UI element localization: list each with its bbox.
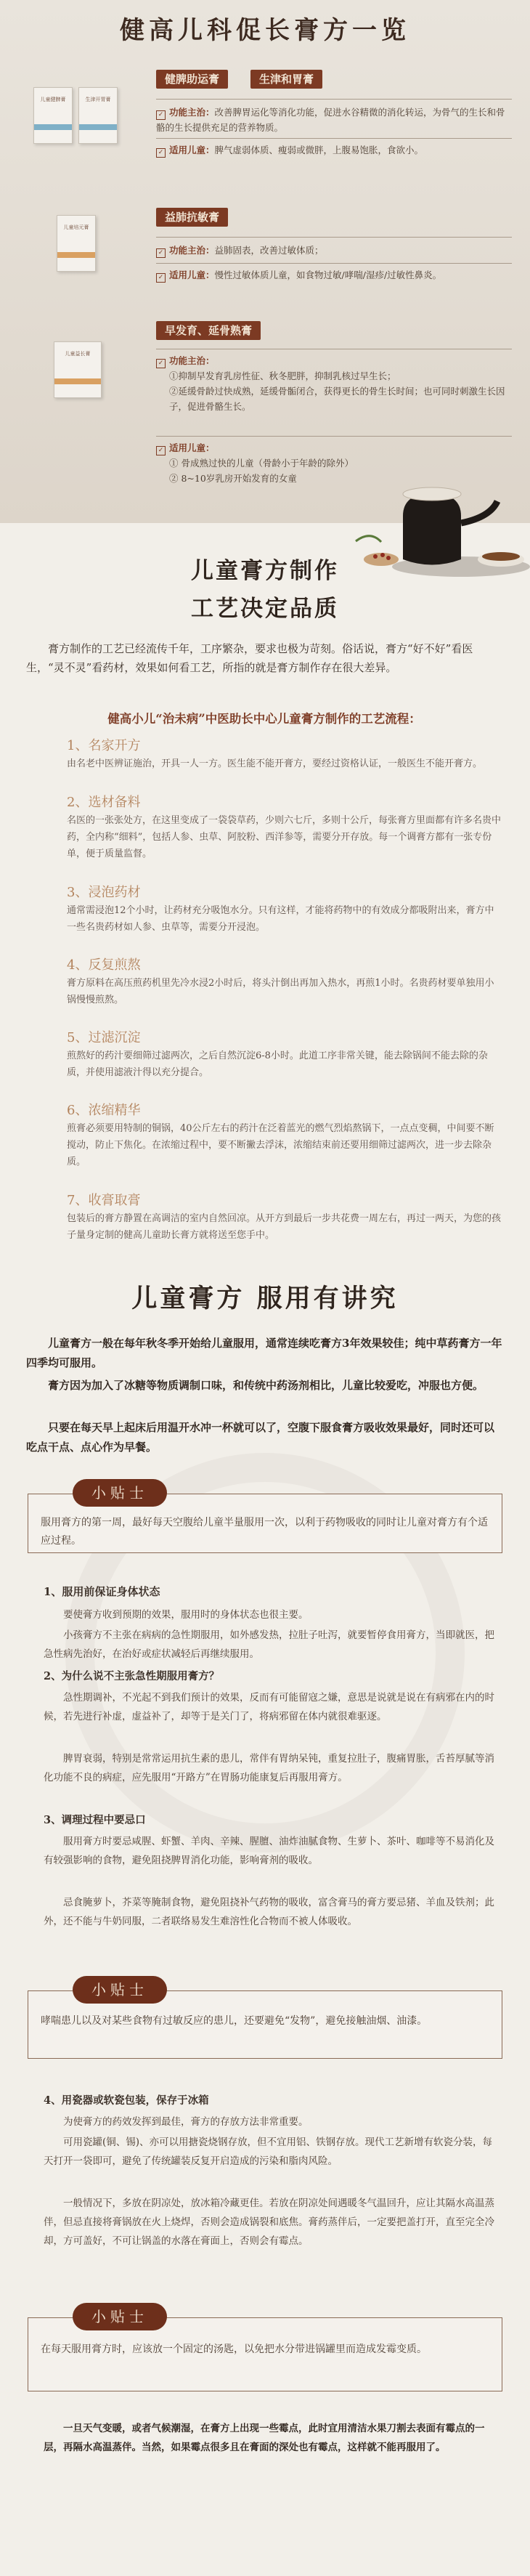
suit-text: ✓ 适用儿童：脾气虚弱体质、瘦弱或微胖，上腹易饱胀，食欲小。 [156,142,512,158]
step-title: 5、过滤沉淀 [67,1030,141,1045]
product-image-1 [26,80,135,189]
step-title: 2、选材备料 [67,795,141,810]
product-tag: 早发育、延骨熟膏 [156,321,261,340]
usage-para: 只要在每天早上起床后用温开水冲一杯就可以了，空腹下服食膏方吸收效果最好，同时还可以吃点干点、点心作为早餐。 [26,1421,495,1454]
product-box [78,87,118,144]
overview-section [0,0,530,523]
effect-text: ✓ 功能主治： ①抑制早发育乳房性征、秋冬肥胖，抑制乳核过早生长； ②延缓骨龄过快成熟，延缓骨骺闭合，获得更长的骨生长时间；也可同时刺激生长因子，促进骨骼生长。 [156,353,512,414]
divider [156,263,512,264]
step-desc: 膏方原料在高压煎药机里先冷水浸2小时后，将头汁倒出再加入热水，再煎1小时。名贵药材要单独用小锅慢慢煎熬。 [67,978,494,1005]
check-icon: ✓ [156,148,166,158]
tip-label-3: 小贴士 [73,2303,167,2330]
check-icon: ✓ [156,273,166,283]
step-desc: 名医的一张张处方，在这里变成了一袋袋草药，少则六七斤，多则十公斤，每张膏方里面都有许多名贵中药，全内称“细料”，包括人参、虫草、阿胶粉、西洋参等，需要分开存放。每一个调膏方都有一张专份单，便于质量监督。 [67,815,502,859]
steps-heading: 健高小儿“治未病”中医助长中心儿童膏方制作的工艺流程： [107,712,421,726]
product-image-3 [26,334,135,443]
box-label: 儿童培元膏 [63,224,89,230]
section-text: 要使膏方收到预期的效果，服用时的身体状态也很主要。 [63,1609,309,1621]
page-title: 健高儿科促长膏方一览 [120,16,410,45]
section-text: 可用瓷罐(铜、锡)、亦可以用搪瓷烧钢存放，但不宜用铝、铁钢存放。现代工艺新增有软瓷分装，每天打开一袋即可，避免了传统罐装反复开启造成的污染和脂肉风险。 [44,2136,493,2167]
step-title: 7、收膏取膏 [67,1193,141,1208]
step-desc: 由名老中医辨证施治，开具一人一方。医生能不能开膏方，要经过资格认证，一般医生不能开膏方。 [67,758,483,769]
step-desc: 包装后的膏方静置在高调洁的室内自然回凉。从开方到最后一步共花费一周左右，再过一两天，为您的孩子量身定制的健高儿童助长膏方就将送至您手中。 [67,1213,502,1241]
box-label: 儿童益长膏 [65,351,91,357]
divider [156,237,512,238]
process-title-1: 儿童膏方制作 [191,558,339,584]
product-row-1 [0,62,530,171]
tip-label-1: 小贴士 [73,1479,167,1507]
effect-text: ✓ 功能主治：益肺固表，改善过敏体质； [156,243,512,258]
section-title-4: 4、用瓷器或软瓷包装，保存于冰箱 [44,2094,209,2107]
product-row-3 [0,312,530,484]
suit-text: ✓ 适用儿童： ① 骨成熟过快的儿童（骨龄小于年龄的除外） ② 8~10岁乳房开始发育的女童 [156,440,512,486]
section-title-1: 1、服用前保证身体状态 [44,1585,160,1598]
process-intro: 膏方制作的工艺已经流传千年，工序繁杂，要求也极为苛刻。俗话说，膏方“好不好”看医生，“灵不灵”看药材，效果如何看工艺，所指的就是膏方制作存在很大差异。 [26,642,473,674]
step-title: 6、浓缩精华 [67,1103,141,1118]
step-title: 3、浸泡药材 [67,885,141,900]
tip-text-3: 在每天服用膏方时，应该放一个固定的汤匙，以免把水分带进锅罐里而造成发霉变质。 [41,2344,427,2355]
step-desc: 煎膏必须要用特制的铜锅，40公斤左右的药汁在泛着蓝光的燃气烈焰熬锅下，一点点变稠，中间要不断搅动，防止下焦化。在浓缩过程中，要不断撇去浮沫，浓缩结束前还要用细筛过滤两次，进一步去除杂质。 [67,1123,494,1167]
process-title-2: 工艺决定品质 [191,596,339,622]
final-note: 一旦天气变暖，或者气候潮湿，在膏方上出现一些霉点，此时宜用清洁水果刀割去表面有霉点的一层，再隔水高温蒸伴。当然，如果霉点很多且在膏面的深处也有霉点，这样就不能再服用了。 [44,2423,485,2453]
divider [156,99,512,100]
section-text: 服用膏方时要忌咸腥、虾蟹、羊肉、辛辣、腥膻、油炸油腻食物、生萝卜、茶叶、咖啡等不易消化及有较强影响的食物，避免阻挠脾胃消化功能，影响膏剂的吸收。 [44,1836,494,1866]
usage-para: 膏方因为加入了冰糖等物质调制口味，和传统中药汤剂相比，儿童比较爱吃，冲服也方便。 [48,1379,484,1392]
product-box [57,215,96,272]
check-icon: ✓ [156,359,166,368]
check-icon: ✓ [156,110,166,120]
section-title-2: 2、为什么说不主张急性期服用膏方？ [44,1670,220,1682]
effect-text: ✓ 功能主治：改善脾胃运化等消化功能，促进水谷精微的消化转运，为骨气的生长和骨骼的生长提供充足的营养物质。 [156,107,505,133]
product-row-2 [0,196,530,298]
divider [156,436,512,437]
check-icon: ✓ [156,248,166,258]
divider [156,138,512,139]
section-text: 忌食腌萝卜，芥菜等腌制食物，避免阻挠补气药物的吸收，富含膏马的膏方要忌猪、羊血及铁剂；此外，还不能与牛奶同服，二者联络易发生难溶性化合物而不被人体吸收。 [44,1897,494,1927]
tip-text-2: 哮喘患儿以及对某些食物有过敏反应的患儿，还要避免“发物”，避免接触油烟、油漆。 [41,2015,428,2027]
section-text: 一般情况下，多放在阴凉处，放冰箱冷藏更佳。若放在阴凉处间遇暖冬气温回升，应让其隔水高温蒸伴，但忌直接将膏锅放在火上烧焊，否则会造成锅裂和底焦。膏药蒸伴后，一定要把盖打开，直至完全冷却，方可盖好，不可让锅盖的水落在膏面上，否则会有霉点。 [44,2198,494,2247]
box-label: 儿童健脾膏 [40,97,66,102]
suit-text: ✓ 适用儿童：慢性过敏体质儿童，如食物过敏/哮喘/湿疹/过敏性鼻炎。 [156,267,512,283]
section-text: 脾胃衰弱，特别是常常运用抗生素的患儿，常伴有胃纳呆钝，重复拉肚子，腹痛胃胀，舌苔厚腻等消化功能不良的病症，应先服用“开路方”在胃肠功能康复后再服用膏方。 [44,1753,494,1783]
step-title: 1、名家开方 [67,738,141,753]
usage-title: 儿童膏方 服用有讲究 [131,1284,399,1313]
step-title: 4、反复煎熬 [67,957,141,973]
product-tag: 生津和胃膏 [250,70,322,89]
product-image-2 [26,208,135,317]
section-text: 小孩膏方不主张在病病的急性期服用，如外感发热，拉肚子吐泻，就要暂停食用膏方，当即就医，把急性病先治好，在治好或症状减轻后再继续服用。 [44,1629,494,1660]
usage-para: 儿童膏方一般在每年秋冬季开始给儿童服用，通常连续吃膏方3年效果较佳；纯中草药膏方一年四季均可服用。 [26,1337,502,1369]
section-text: 急性期调补，不光起不到我们预计的效果，反而有可能留寇之嫌，意思是说就是说在有病邪在内的时候，若先进行补虚，虚益补了，却等于是关门了，将病邪留在体内就很难驱逐。 [44,1692,494,1722]
tip-label-2: 小贴士 [73,1976,167,2004]
step-desc: 通常需浸泡12个小时，让药材充分吸饱水分。只有这样，才能将药物中的有效成分都吸附出来，膏方中一些名贵药材如人参、虫草等，需要分开浸泡。 [67,905,494,933]
product-box [54,341,102,398]
section-text: 为使膏方的药效发挥到最佳，膏方的存放方法非常重要。 [63,2116,309,2128]
section-title-3: 3、调理过程中要忌口 [44,1814,146,1826]
step-desc: 煎熬好的药汁要细筛过滤两次，之后自然沉淀6-8小时。此道工序非常关键，能去除锅间不能去除的杂质，并使用滤液汁得以充分提合。 [67,1050,488,1078]
tip-text-1: 服用膏方的第一周，最好每天空腹给儿童半量服用一次，以利于药物吸收的同时让儿童对膏方有个适应过程。 [41,1517,488,1547]
box-label: 生津开胃膏 [85,97,111,102]
product-tag: 益肺抗敏膏 [156,208,228,227]
check-icon: ✓ [156,446,166,455]
product-box [33,87,73,144]
product-tag: 健脾助运膏 [156,70,228,89]
